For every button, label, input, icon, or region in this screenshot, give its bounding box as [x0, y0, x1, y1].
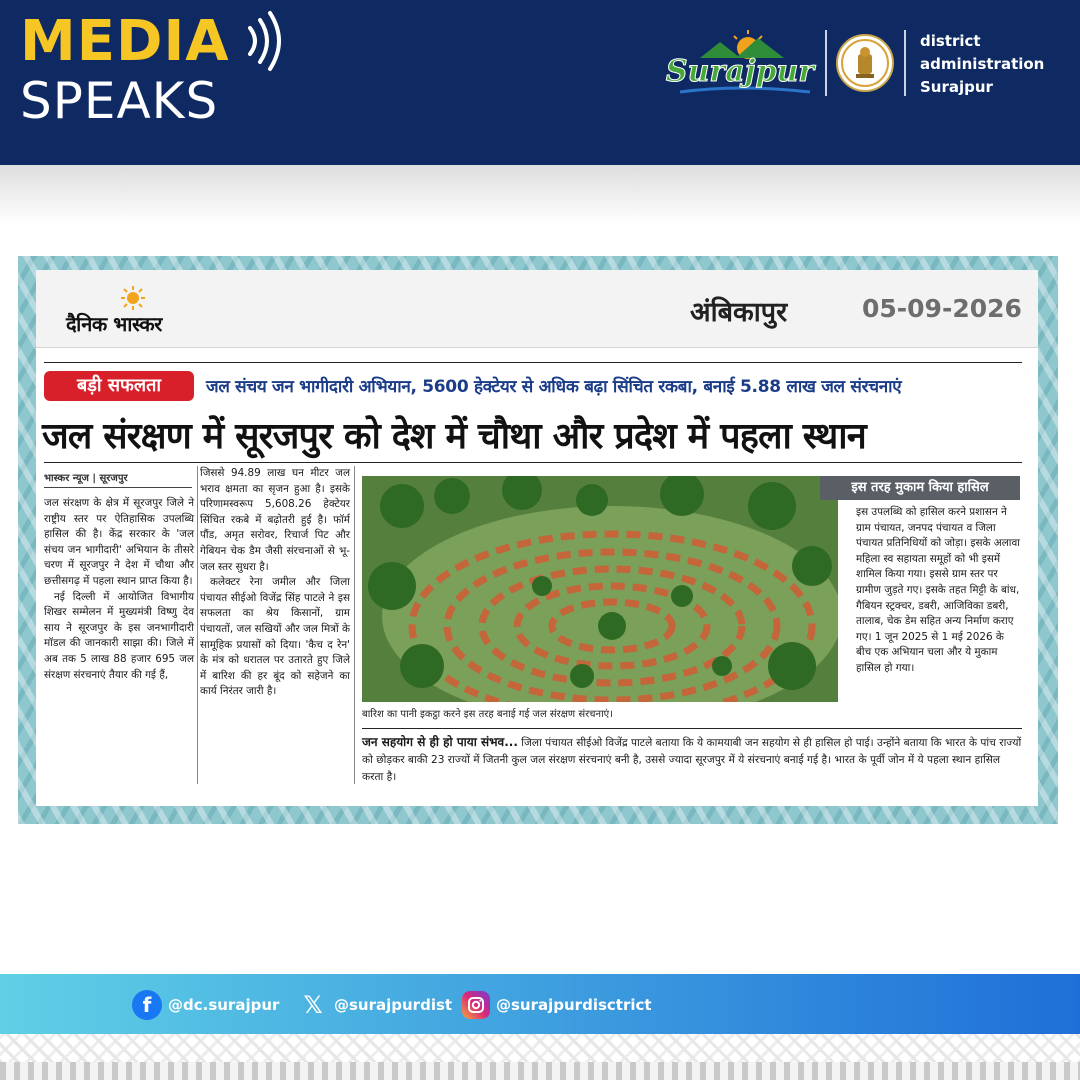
strap-line: जल संचय जन भागीदारी अभियान, 5600 हेक्टेयर से अधिक बढ़ा सिंचित रकबा, बनाई 5.88 लाख जल संरचनाएं: [206, 377, 902, 397]
article-column-2: [200, 466, 350, 700]
edition-date: 05-09-2026: [862, 294, 1022, 323]
newspaper-name: दैनिक भास्कर: [66, 312, 162, 336]
column-2-paragraph-2: कलेक्टर रेना जमील और जिला पंचायत सीईओ विजेंद्र सिंह पाटले ने इस सफलता का श्रेय किसानों, ग्राम पंचायतों, जल सखियों और जल मित्रों के सामूहिक प्रयासों को दिया। 'कैच द रेन' के मंत्र को धरातल पर उतारते हुए जिले में बारिश की हर बूंद को सहेजने का कार्य निरंतर जारी है।: [200, 576, 350, 698]
headline-badge: बड़ी सफलता: [44, 371, 194, 401]
facebook-handle: @dc.surajpur: [168, 996, 280, 1014]
instagram-icon: [462, 991, 490, 1019]
facebook-icon: f: [132, 990, 162, 1020]
article-column-1: [44, 496, 194, 683]
column-2-paragraph-1: जिससे 94.89 लाख घन मीटर जल भराव क्षमता का सृजन हुआ है। इसके परिणामस्वरूप 5,608.26 हेक्टेयर सिंचित रकबे में बढ़ोतरी हुई है। फॉर्म पौंड, अमृत सरोवर, रिचार्ज पिट और गेबियन चेक डैम जैसी संरचनाओं से भू-जल स्तर सुधरा है।: [200, 467, 350, 573]
column-1-paragraph-1: जल संरक्षण के क्षेत्र में सूरजपुर जिले ने राष्ट्रीय स्तर पर ऐतिहासिक उपलब्धि हासिल की है। केंद्र सरकार के 'जल संचय जन भागीदारी' अभियान के तीसरे चरण में सूरजपुर ने देश में चौथा और छत्तीसगढ़ में पहला स्थान प्राप्त किया है।: [44, 497, 194, 587]
header-divider: [825, 30, 827, 96]
x-handle: @surajpurdist: [334, 996, 453, 1014]
strap-rule: [44, 362, 1022, 363]
photo-caption: बारिश का पानी इकट्ठा करने इस तरह बनाई गई जल संरक्षण संरचनाएं।: [362, 709, 613, 720]
sun-icon: [121, 286, 145, 310]
x-icon: 𝕏: [303, 991, 323, 1019]
sidebox-text: इस उपलब्धि को हासिल करने प्रशासन ने ग्राम पंचायत, जनपद पंचायत व जिला पंचायत प्रतिनिधियों को जोड़ा। इसके अलावा महिला स्व सहायता समूहों को भी इसमें शामिल किया गया। इससे ग्राम स्तर पर ग्रामीण जुड़ते गए। इसके तहत मिट्टी के बांध, गैबियन स्ट्रक्चर, डबरी, आजिविका डबरी, तालाब, चेक डेम सहित अन्य निर्माण कराए गए। 1 जून 2025 से 1 मई 2026 के बीच एक अभियान चला और ये मुकाम हासिल हो गया।: [856, 506, 1020, 674]
article-byline: भास्कर न्यूज | सूरजपुर: [44, 470, 192, 488]
article-photo: [362, 476, 838, 702]
header-divider-2: [904, 30, 906, 96]
admin-line-3: Surajpur: [920, 78, 993, 96]
admin-line-2: administration: [920, 55, 1045, 73]
wave-icon: [244, 10, 288, 72]
x-link[interactable]: [298, 988, 452, 1022]
admin-line-1: district: [920, 32, 981, 50]
headline-rule: [44, 462, 1022, 463]
header-shadow: [0, 165, 1080, 225]
bottom-story-body: जिला पंचायत सीईओ विजेंद्र पाटले बताया कि ये कामयाबी जन सहयोग से ही हासिल हो पाई। उन्होंने बताया कि भारत के पांच राज्यों को छोड़कर बाकी 23 राज्यों में जितनी कुल जल संरक्षण संरचनाएं बनी है, उससे ज्यादा सूरजपुर में ये संरचनाएं बनाई गई है। भारत के पूर्वी जोन में ये पहला स्थान हासिल करता है।: [362, 737, 1022, 783]
logo-text: Surajpur: [665, 54, 815, 89]
brand-media: MEDIA: [20, 9, 230, 74]
surajpur-logo: [660, 28, 820, 102]
instagram-handle: @surajpurdisctrict: [496, 996, 652, 1014]
edition-city: अंबिकापुर: [690, 297, 788, 328]
column-divider-2: [354, 466, 355, 784]
footer-pattern-border: [0, 1062, 1080, 1080]
emblem-icon: [836, 34, 894, 92]
facebook-link[interactable]: [132, 988, 279, 1022]
sidebox-heading: इस तरह मुकाम किया हासिल: [820, 476, 1020, 500]
instagram-link[interactable]: [462, 988, 652, 1022]
column-divider-1: [197, 466, 198, 784]
bottom-rule: [362, 728, 1022, 729]
district-admin-label: [920, 30, 1070, 99]
article-headline: जल संरक्षण में सूरजपुर को देश में चौथा और प्रदेश में पहला स्थान: [42, 416, 866, 457]
brand-speaks: SPEAKS: [20, 72, 219, 130]
column-1-paragraph-2: नई दिल्ली में आयोजित विभागीय शिखर सम्मेलन में मुख्यमंत्री विष्णु देव साय ने सूरजपुर के इस जनभागीदारी मॉडल की जानकारी साझा की। जिले में अब तक 5 लाख 88 हजार 695 जल संरक्षण संरचनाएं तैयार की गई हैं,: [44, 590, 194, 681]
terraced-hill-image: [362, 476, 838, 702]
bottom-story: [362, 734, 1022, 786]
bottom-story-lead: जन सहयोग से ही हो पाया संभव...: [362, 735, 518, 749]
